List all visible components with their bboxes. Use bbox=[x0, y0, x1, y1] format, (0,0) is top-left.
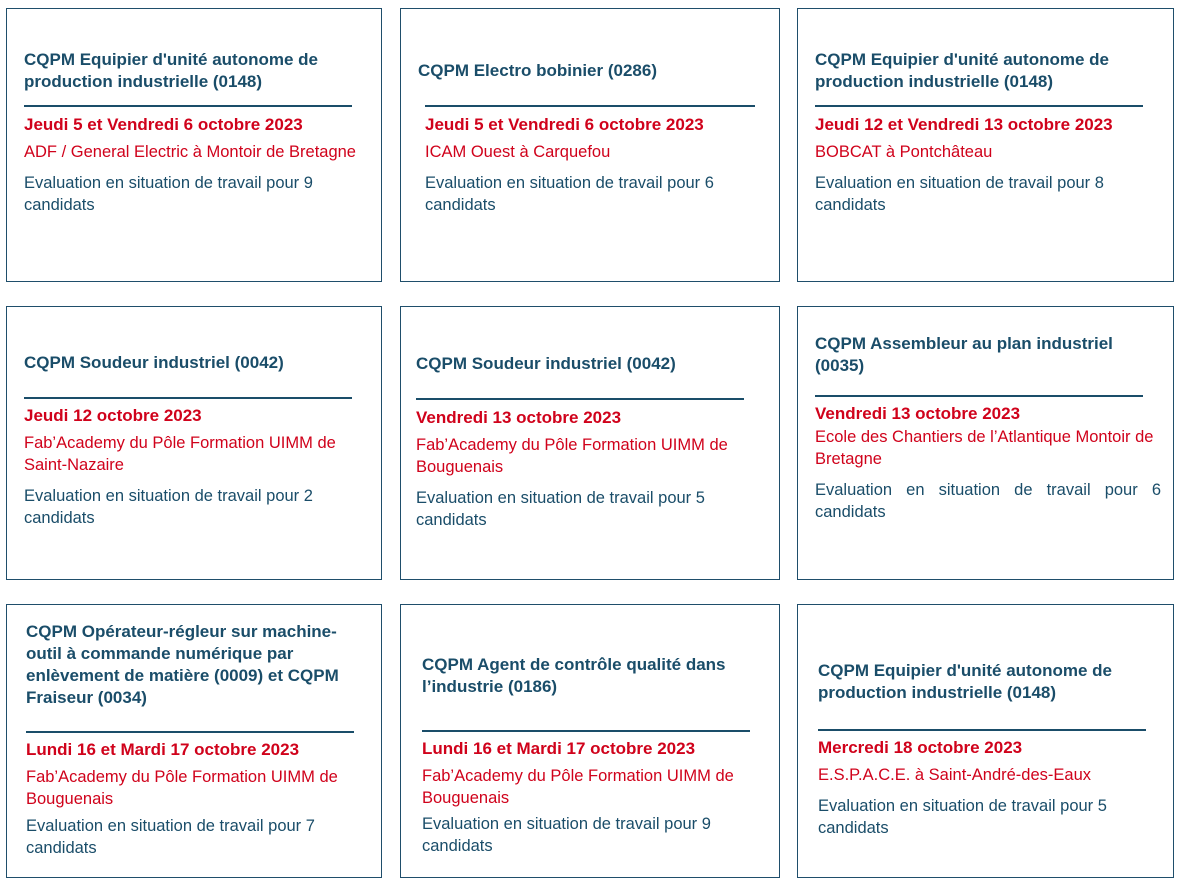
certification-title: CQPM Assembleur au plan industriel (0035) bbox=[815, 334, 1113, 375]
session-location: Fab’Academy du Pôle Formation UIMM de Saint-Nazaire bbox=[24, 434, 336, 474]
evaluation-info: Evaluation en situation de travail pour 8 candidats bbox=[815, 174, 1104, 214]
title-divider bbox=[416, 398, 744, 400]
evaluation-info: Evaluation en situation de travail pour 5 candidats bbox=[416, 489, 705, 529]
session-location: ADF / General Electric à Montoir de Bretagne bbox=[24, 143, 356, 161]
certification-title: CQPM Opérateur-régleur sur machine-outil à commande numérique par enlèvement de matière (0009) et CQPM Fraiseur (0034) bbox=[26, 622, 339, 707]
evaluation-info: Evaluation en situation de travail pour 5 candidats bbox=[818, 797, 1107, 837]
session-location: Fab’Academy du Pôle Formation UIMM de Bouguenais bbox=[26, 768, 338, 808]
session-location: E.S.P.A.C.E. à Saint-André-des-Eaux bbox=[818, 766, 1091, 784]
session-date: Lundi 16 et Mardi 17 octobre 2023 bbox=[26, 740, 300, 759]
session-date: Jeudi 5 et Vendredi 6 octobre 2023 bbox=[24, 115, 303, 134]
certification-title: CQPM Soudeur industriel (0042) bbox=[24, 353, 284, 372]
session-location: ICAM Ouest à Carquefou bbox=[425, 143, 611, 161]
certification-title: CQPM Equipier d'unité autonome de production industrielle (0148) bbox=[24, 50, 318, 91]
evaluation-info: Evaluation en situation de travail pour 6 candidats bbox=[425, 174, 714, 214]
session-date: Vendredi 13 octobre 2023 bbox=[815, 404, 1021, 423]
title-divider bbox=[815, 395, 1143, 397]
session-location: Ecole des Chantiers de l’Atlantique Montoir de Bretagne bbox=[815, 428, 1154, 468]
evaluation-info: Evaluation en situation de travail pour 7 candidats bbox=[26, 817, 315, 857]
title-divider bbox=[818, 729, 1146, 731]
session-date: Jeudi 12 octobre 2023 bbox=[24, 406, 202, 425]
session-card bbox=[6, 306, 382, 580]
session-card bbox=[400, 604, 780, 878]
session-card bbox=[797, 306, 1174, 580]
certification-title: CQPM Electro bobinier (0286) bbox=[418, 61, 657, 80]
certification-title: CQPM Agent de contrôle qualité dans l’industrie (0186) bbox=[422, 655, 726, 696]
certification-title: CQPM Equipier d'unité autonome de production industrielle (0148) bbox=[815, 50, 1109, 91]
title-divider bbox=[24, 397, 352, 399]
title-divider bbox=[425, 105, 755, 107]
session-date: Vendredi 13 octobre 2023 bbox=[416, 408, 622, 427]
session-card bbox=[797, 604, 1174, 878]
session-card bbox=[400, 8, 780, 282]
evaluation-info: Evaluation en situation de travail pour 9 candidats bbox=[24, 174, 313, 214]
session-location: BOBCAT à Pontchâteau bbox=[815, 143, 993, 161]
evaluation-info: Evaluation en situation de travail pour 2 candidats bbox=[24, 487, 313, 527]
certification-title: CQPM Soudeur industriel (0042) bbox=[416, 354, 676, 373]
session-card bbox=[6, 604, 382, 878]
title-divider bbox=[24, 105, 352, 107]
session-card bbox=[6, 8, 382, 282]
session-location: Fab’Academy du Pôle Formation UIMM de Bouguenais bbox=[416, 436, 728, 476]
session-location: Fab’Academy du Pôle Formation UIMM de Bouguenais bbox=[422, 767, 734, 807]
session-date: Mercredi 18 octobre 2023 bbox=[818, 738, 1023, 757]
session-card bbox=[400, 306, 780, 580]
session-date: Jeudi 5 et Vendredi 6 octobre 2023 bbox=[425, 115, 704, 134]
evaluation-info: Evaluation en situation de travail pour 6 candidats bbox=[815, 481, 1161, 521]
title-divider bbox=[422, 730, 750, 732]
title-divider bbox=[26, 731, 354, 733]
session-date: Lundi 16 et Mardi 17 octobre 2023 bbox=[422, 739, 696, 758]
evaluation-info: Evaluation en situation de travail pour 9 candidats bbox=[422, 815, 711, 855]
certification-title: CQPM Equipier d'unité autonome de production industrielle (0148) bbox=[818, 661, 1112, 702]
session-date: Jeudi 12 et Vendredi 13 octobre 2023 bbox=[815, 115, 1113, 134]
title-divider bbox=[815, 105, 1143, 107]
session-card bbox=[797, 8, 1174, 282]
